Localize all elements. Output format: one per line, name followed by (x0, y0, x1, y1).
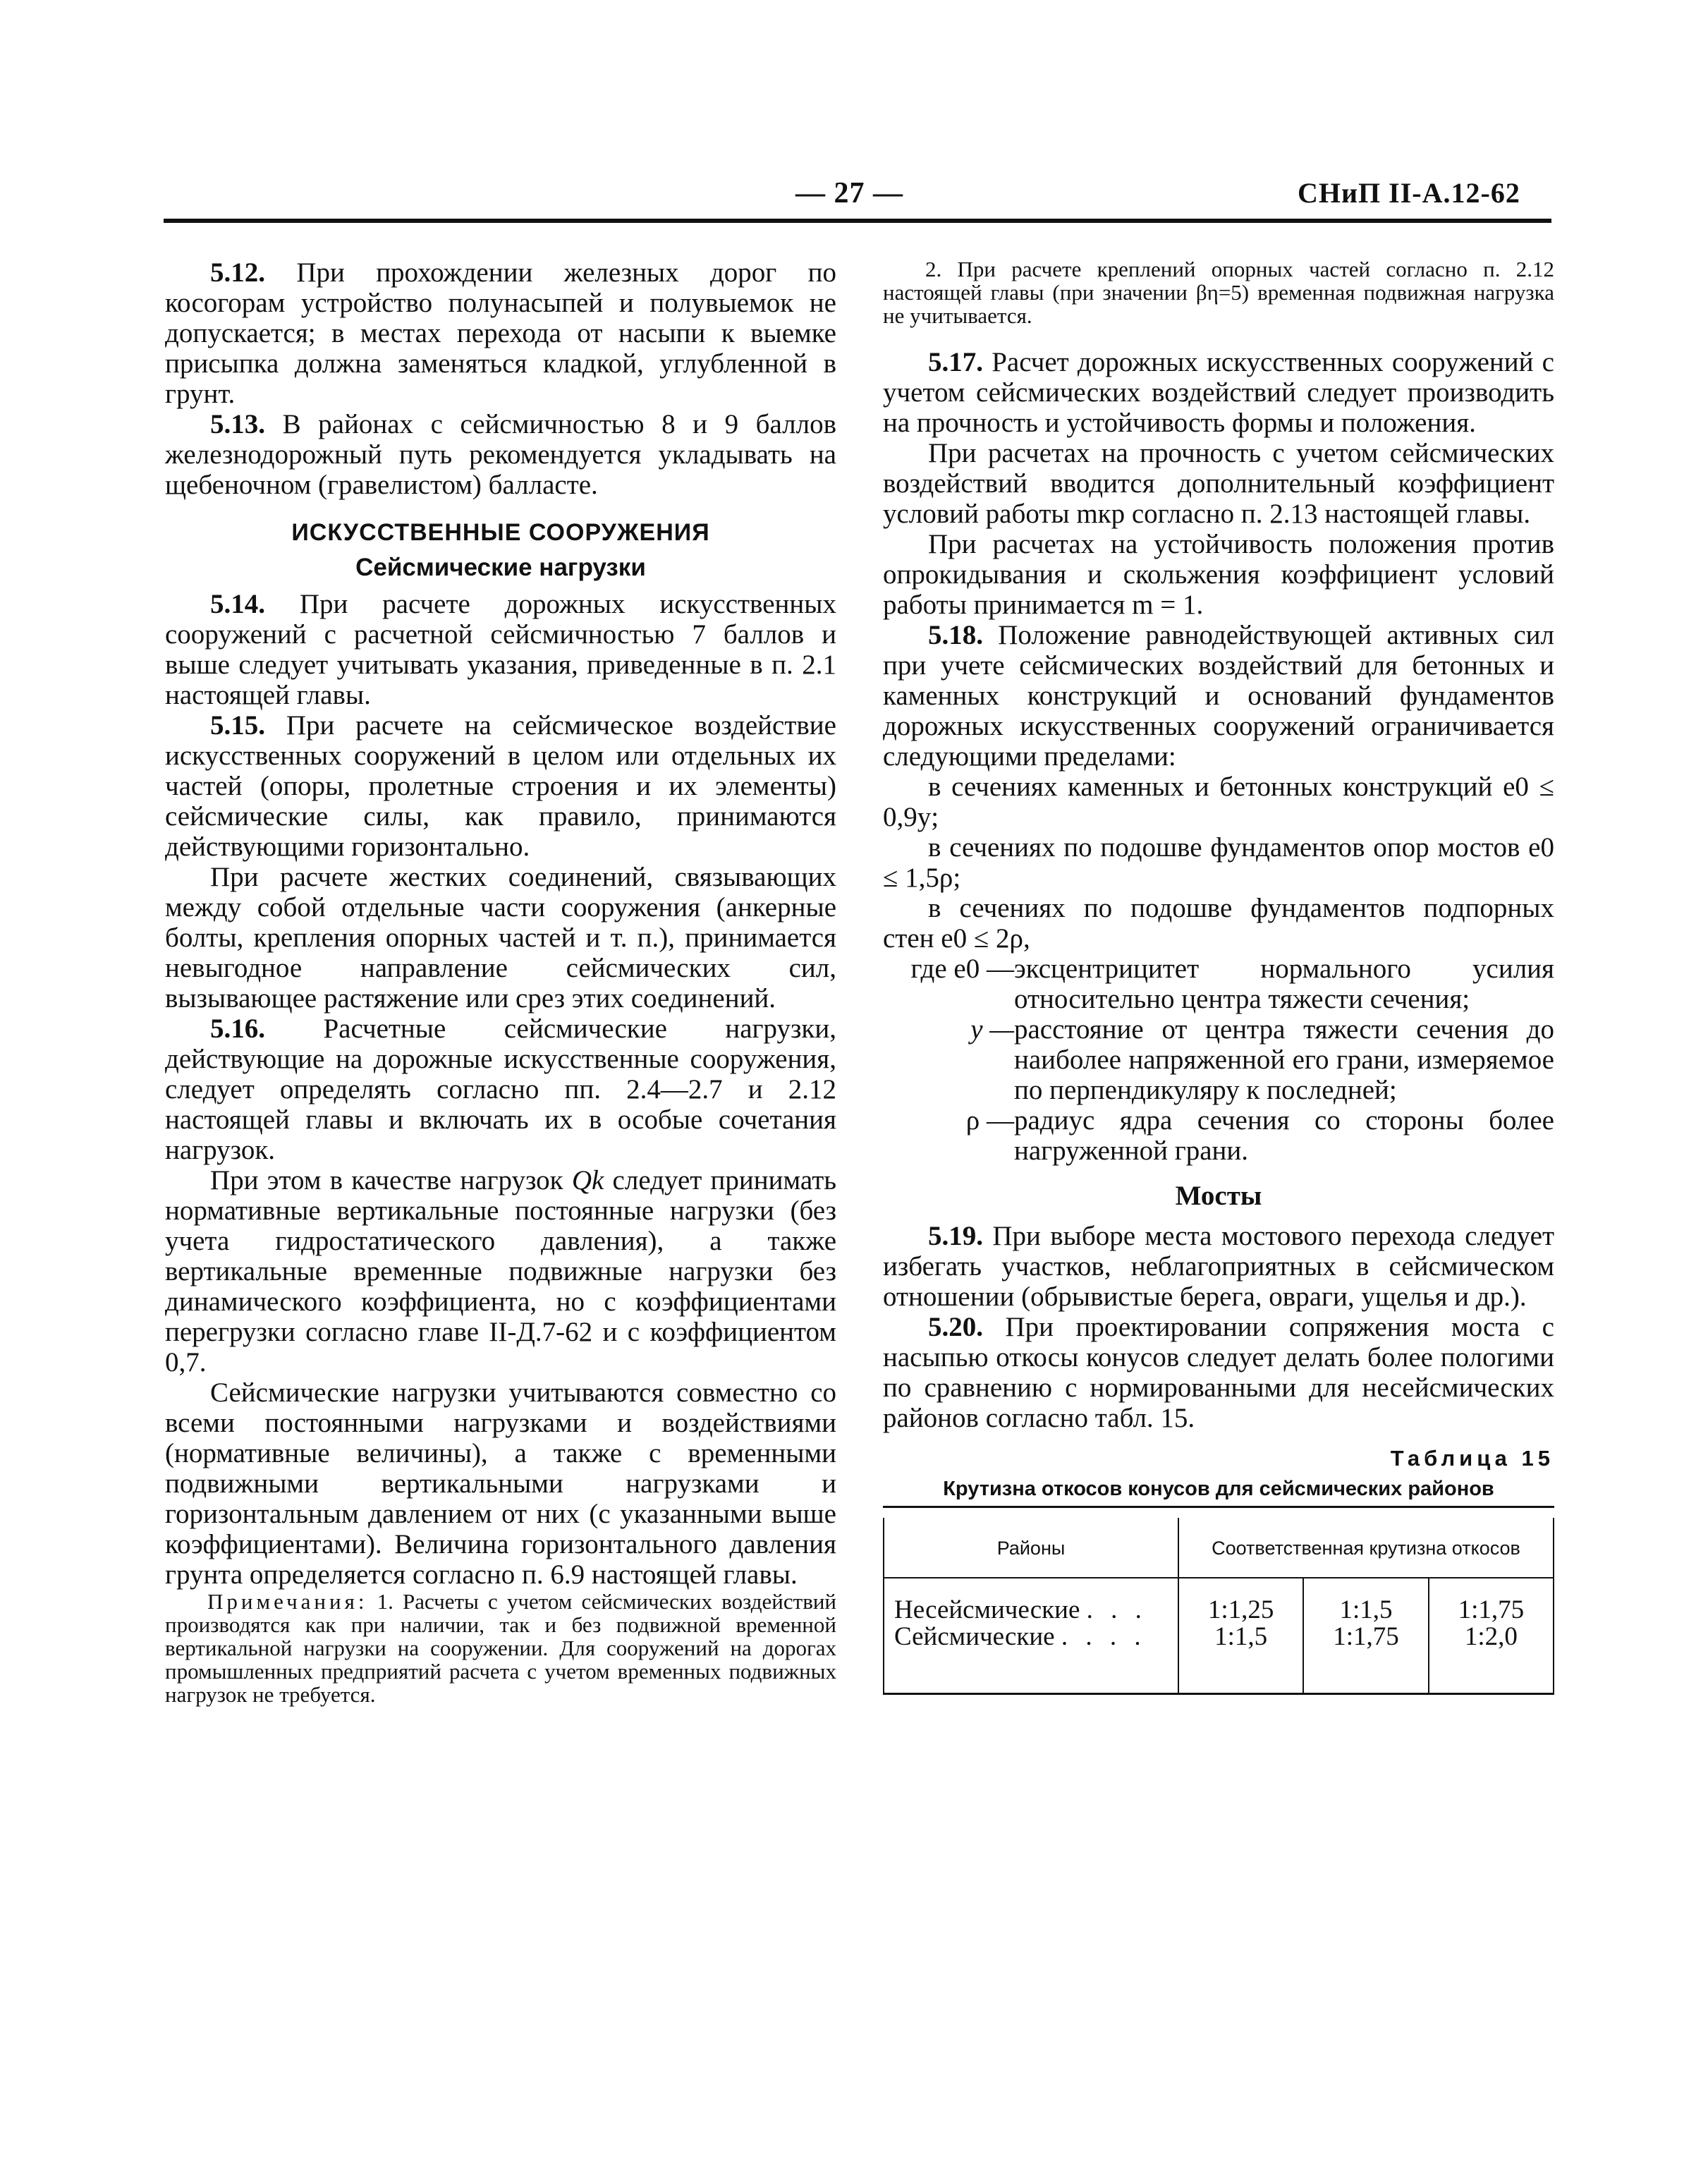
paragraph-number: 5.17. (928, 347, 983, 377)
definition-rho (883, 1105, 1554, 1166)
paragraph-5-19 (883, 1221, 1554, 1312)
table-caption: Таблица 15 (1390, 1446, 1554, 1471)
notes-label: Примечания: (207, 1589, 368, 1614)
notes-block (165, 1590, 836, 1706)
paragraph-5-18 (883, 620, 1554, 772)
paragraph-5-16-combination: Сейсмические нагрузки учитываются совместно со всеми постоянными нагрузками и воздействиями (нормативные величины), а также с временными подвижными вертикальными нагрузками и горизонтальным давлением от них (с указанными выше коэффициентами). Величина горизонтального давления грунта определяется согласно п. 6.9 настоящей главы. (165, 1377, 836, 1590)
symbol-definitions (883, 954, 1554, 1166)
paragraph-5-14 (165, 589, 836, 710)
definition-text: расстояние от центра тяжести сечения до наиболее напряженной его грани, измеряемое по перпендикуляру к последней; (1014, 1014, 1554, 1105)
document-code: СНиП II-А.12-62 (1298, 177, 1520, 209)
paragraph-number: 5.20. (928, 1312, 983, 1342)
table-15 (883, 1518, 1554, 1695)
table-cell-value: 1:2,0 (1429, 1624, 1554, 1694)
paragraph-number: 5.18. (928, 620, 983, 650)
paragraph-5-20 (883, 1312, 1554, 1433)
paragraph-5-17-stability: При расчетах на устойчивость положения против опрокидывания и скольжения коэффициент условий работы принимается m = 1. (883, 529, 1554, 620)
section-heading-artificial-structures: ИСКУССТВЕННЫЕ СООРУЖЕНИЯ (291, 519, 710, 546)
paragraph-number: 5.13. (210, 409, 265, 439)
paragraph-5-12 (165, 257, 836, 409)
page-number: — 27 — (795, 177, 903, 209)
table-cell-value: 1:1,5 (1178, 1624, 1303, 1694)
limit-masonry: в сечениях каменных и бетонных конструкций e0 ≤ 0,9y; (883, 772, 1554, 832)
left-column (165, 257, 836, 1706)
paragraph-5-17 (883, 347, 1554, 438)
table-cell-value: 1:1,75 (1303, 1624, 1428, 1694)
table-header-slope: Соответственная крутизна откосов (1178, 1518, 1554, 1578)
table-row (884, 1624, 1554, 1694)
paragraph-number: 5.12. (210, 257, 265, 288)
paragraph-text: Расчетные сейсмические нагрузки, действующие на дорожные искусственные сооружения, следует определять согласно пп. 2.4—2.7 и 2.12 настоящей главы и включать их в особые сочетания нагрузок. (165, 1014, 836, 1165)
paragraph-text: При выборе места мостового перехода следует избегать участков, неблагоприятных в сейсмическом отношении (обрывистые берега, овраги, ущелья и др.). (883, 1221, 1554, 1312)
table-title: Крутизна откосов конусов для сейсмических районов (883, 1476, 1554, 1508)
paragraph-5-15-continued: При расчете жестких соединений, связывающих между собой отдельные части сооружения (анкерные болты, крепления опорных частей и т. п.), принимается невыгодное направление сейсмических сил, вызывающее растяжение или срез этих соединений. (165, 862, 836, 1014)
limit-bridge-foundations: в сечениях по подошве фундаментов опор мостов e0 ≤ 1,5ρ; (883, 832, 1554, 893)
paragraph-text: В районах с сейсмичностью 8 и 9 баллов железнодорожный путь рекомендуется укладывать на щебеночном (гравелистом) балласте. (165, 409, 837, 500)
paragraph-5-17-strength: При расчетах на прочность с учетом сейсмических воздействий вводится дополнительный коэффициент условий работы mкр согласно п. 2.13 настоящей главы. (883, 438, 1554, 529)
paragraph-5-16 (165, 1014, 836, 1165)
paragraph-text: При проектировании сопряжения моста с насыпью откосы конусов следует делать более пологими по сравнению с нормированными для несейсмических районов согласно табл. 15. (883, 1312, 1554, 1433)
paragraph-text: Положение равнодействующей активных сил при учете сейсмических воздействий для бетонных и каменных конструкций и оснований фундаментов дорожных искусственных сооружений ограничивается следующими пределами: (883, 620, 1554, 772)
definition-text: эксцентрицитет нормального усилия относительно центра тяжести сечения; (1014, 954, 1554, 1014)
note-1: Примечания: 1. Расчеты с учетом сейсмических воздействий производятся как при наличии, так и без подвижной временной вертикальной нагрузки на сооружении. Для сооружений на дорогах промышленных предприятий расчета с учетом временных подвижных нагрузок не требуется. (165, 1589, 837, 1707)
paragraph-5-15 (165, 710, 836, 862)
table-cell-region: Несейсмические . . . (884, 1578, 1178, 1624)
table-cell-value: 1:1,25 (1178, 1578, 1303, 1624)
paragraph-text: При расчете на сейсмическое воздействие искусственных сооружений в целом или отдельных их частей (опоры, пролетные строения и их элементы) сейсмические силы, как правило, принимаются действующими горизонтально. (165, 710, 836, 862)
definition-y (883, 1014, 1554, 1105)
paragraph-text: При прохождении железных дорог по косогорам устройство полунасыпей и полувыемок не допускается; в местах перехода от насыпи к выемке присыпка должна заменяться кладкой, углубленной в грунт. (165, 257, 836, 409)
load-symbol: Qk (571, 1165, 604, 1195)
paragraph-number: 5.14. (210, 589, 265, 619)
header-rule (164, 219, 1551, 223)
paragraph-number: 5.19. (928, 1221, 983, 1251)
definition-e0 (883, 954, 1554, 1014)
table-cell-region: Сейсмические . . . . (884, 1624, 1178, 1694)
table-row (884, 1578, 1554, 1624)
paragraph-5-16-loads: При этом в качестве нагрузок Qk следует принимать нормативные вертикальные постоянные нагрузки (без учета гидростатического давления), а также вертикальные временные подвижные нагрузки без динамического коэффициента, но с коэффициентами перегрузки согласно главе II-Д.7-62 и с коэффициентом 0,7. (165, 1165, 837, 1377)
definition-symbol: где e0 — (910, 954, 1014, 984)
table-cell-value: 1:1,75 (1429, 1578, 1554, 1624)
definition-symbol: y — (970, 1014, 1014, 1045)
paragraph-5-13 (165, 409, 836, 500)
note-2: 2. При расчете креплений опорных частей согласно п. 2.12 настоящей главы (при значении βη=5) временная подвижная нагрузка не учитывается. (883, 257, 1554, 328)
subsection-heading-seismic-loads: Сейсмические нагрузки (355, 554, 646, 581)
limit-retaining-walls: в сечениях по подошве фундаментов подпорных стен e0 ≤ 2ρ, (883, 893, 1554, 954)
table-cell-value: 1:1,5 (1303, 1578, 1428, 1624)
paragraph-text: При расчете дорожных искусственных сооружений с расчетной сейсмичностью 7 баллов и выше следует учитывать указания, приведенные в п. 2.1 настоящей главы. (165, 589, 837, 710)
paragraph-text: Расчет дорожных искусственных сооружений с учетом сейсмических воздействий следует производить на прочность и устойчивость формы и положения. (883, 347, 1554, 438)
table-header-row (884, 1518, 1554, 1578)
section-heading-bridges: Мосты (1175, 1181, 1262, 1211)
right-column (883, 257, 1554, 1695)
table-header-regions: Районы (884, 1518, 1178, 1578)
definition-symbol: ρ — (965, 1105, 1014, 1136)
notes-block-continued (883, 257, 1554, 327)
paragraph-number: 5.16. (210, 1014, 265, 1044)
paragraph-number: 5.15. (210, 710, 265, 741)
definition-text: радиус ядра сечения со стороны более нагруженной грани. (1014, 1105, 1554, 1166)
